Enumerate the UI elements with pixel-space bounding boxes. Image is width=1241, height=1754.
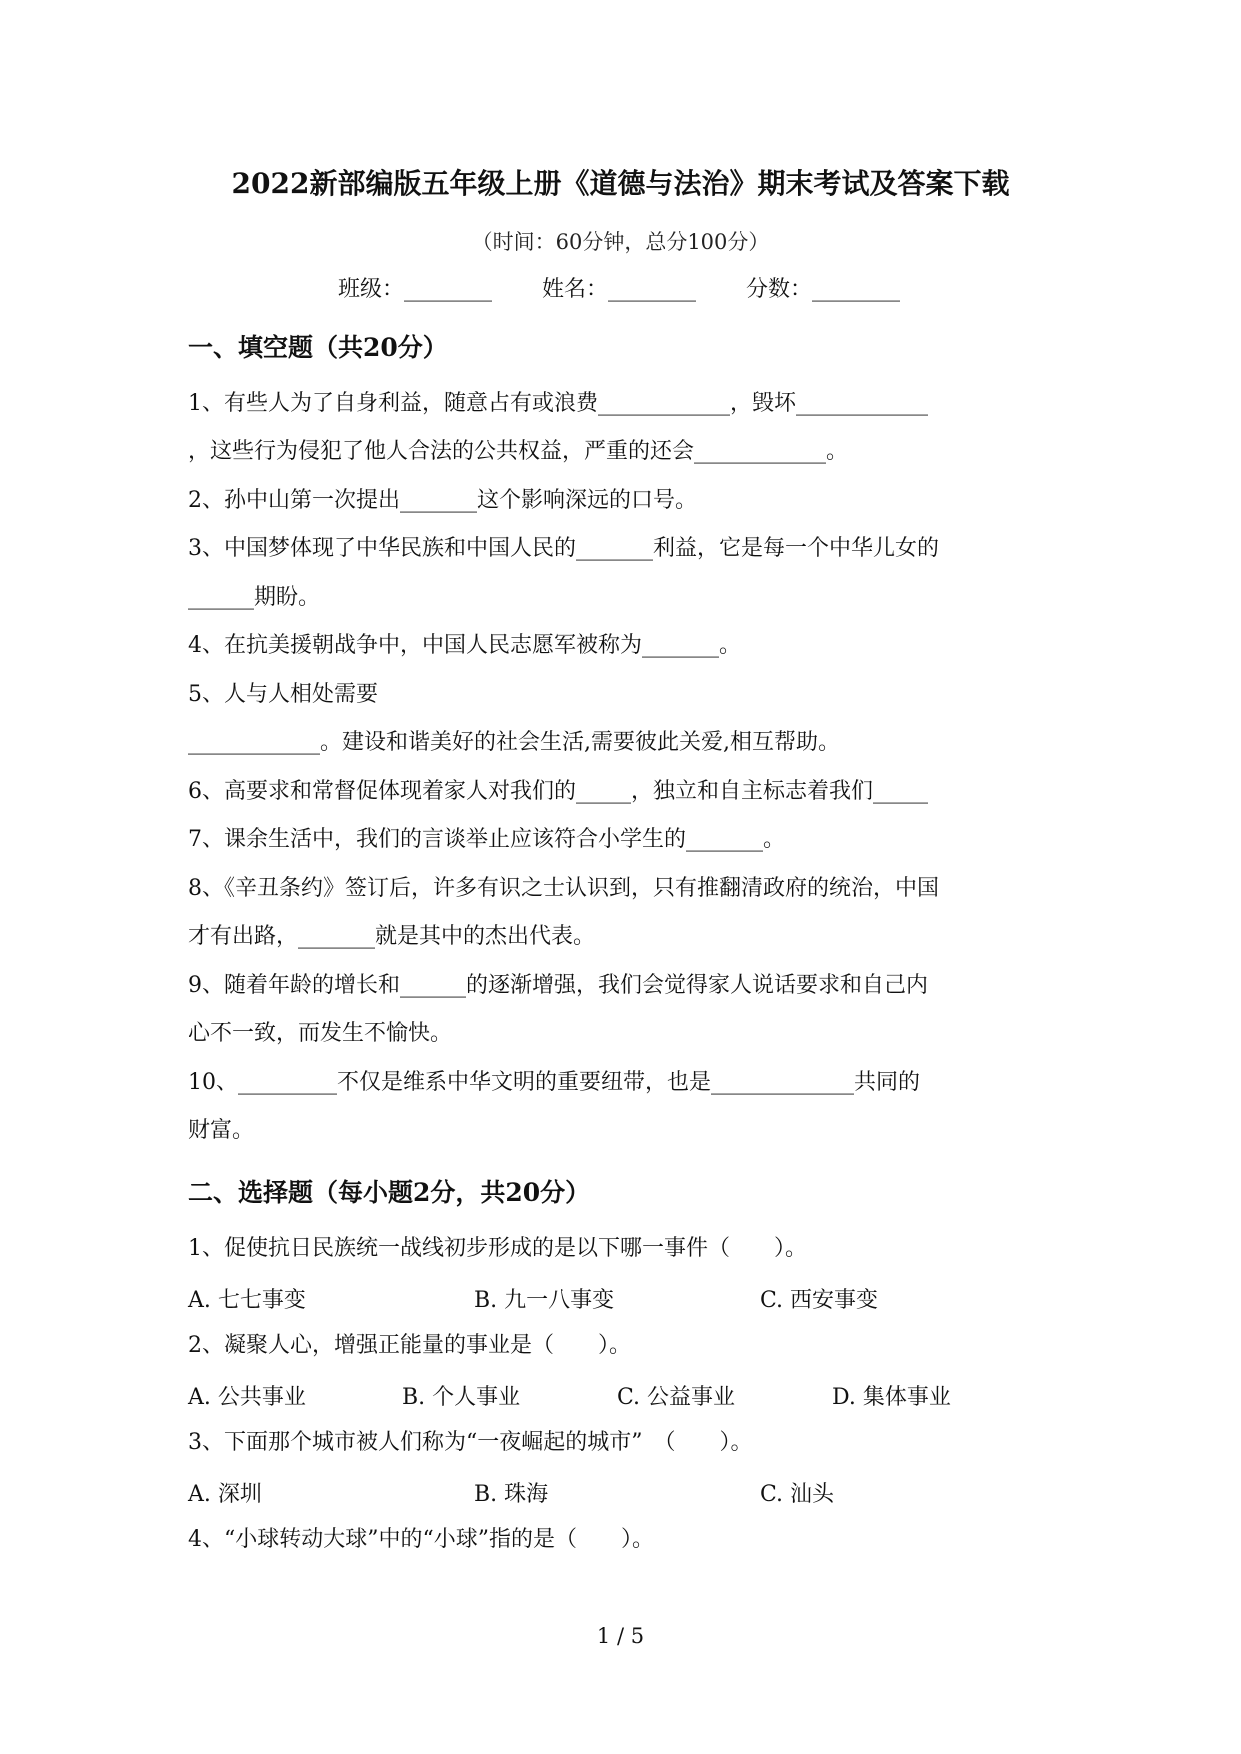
question-line: 2、凝聚人心，增强正能量的事业是（ ）。 bbox=[188, 1333, 631, 1358]
question-line: 4、“小球转动大球”中的“小球”指的是（ ）。 bbox=[188, 1527, 654, 1552]
question-line: 1、促使抗日民族统一战线初步形成的是以下哪一事件（ ）。 bbox=[188, 1236, 807, 1261]
option-a: A. 深圳 bbox=[188, 1482, 262, 1507]
question-line: 9、随着年龄的增长和______的逐渐增强，我们会觉得家人说话要求和自己内 bbox=[188, 973, 928, 998]
question-line: 1、有些人为了自身利益，随意占有或浪费____________，毁坏____________ bbox=[188, 391, 928, 416]
question-line: 6、高要求和常督促体现着家人对我们的_____，独立和自主标志着我们_____ bbox=[188, 779, 928, 804]
question-line: 财富。 bbox=[188, 1118, 255, 1143]
question-line: 才有出路，_______就是其中的杰出代表。 bbox=[188, 924, 596, 949]
option-c: C. 公益事业 bbox=[617, 1385, 736, 1410]
option-d: D. 集体事业 bbox=[832, 1385, 951, 1410]
question-line: 10、_________不仅是维系中华文明的重要纽带，也是_____________共同的 bbox=[188, 1070, 920, 1095]
question-line: 7、课余生活中，我们的言谈举止应该符合小学生的_______。 bbox=[188, 827, 785, 852]
option-c: C. 西安事变 bbox=[760, 1288, 879, 1313]
question-line: 8、《辛丑条约》签订后，许多有识之士认识到，只有推翻清政府的统治，中国 bbox=[188, 876, 939, 901]
question-line: 3、下面那个城市被人们称为“一夜崛起的城市” （ ）。 bbox=[188, 1430, 753, 1455]
name-field: 姓名：________ bbox=[542, 277, 697, 302]
question-line: ____________。建设和谐美好的社会生活,需要彼此关爱,相互帮助。 bbox=[188, 730, 840, 755]
page-title: 2022新部编版五年级上册《道德与法治》期末考试及答案下载 bbox=[231, 167, 1010, 200]
option-b: B. 珠海 bbox=[474, 1482, 549, 1507]
exam-time-info: （时间：60分钟，总分100分） bbox=[471, 230, 770, 254]
question-line: ，这些行为侵犯了他人合法的公共权益，严重的还会____________。 bbox=[188, 439, 849, 464]
page-number: 1 / 5 bbox=[596, 1624, 645, 1648]
student-info-row bbox=[338, 272, 900, 303]
question-line: 5、人与人相处需要 bbox=[188, 682, 378, 707]
section-heading-choice: 二、选择题（每小题2分，共20分） bbox=[188, 1178, 591, 1207]
question-line: 心不一致，而发生不愉快。 bbox=[188, 1021, 453, 1046]
question-line: ______期盼。 bbox=[188, 585, 321, 610]
section-heading-fill-blank: 一、填空题（共20分） bbox=[188, 333, 448, 362]
option-b: B. 九一八事变 bbox=[474, 1288, 615, 1313]
class-field: 班级：________ bbox=[338, 277, 493, 302]
option-b: B. 个人事业 bbox=[402, 1385, 521, 1410]
option-a: A. 公共事业 bbox=[188, 1385, 306, 1410]
option-a: A. 七七事变 bbox=[188, 1288, 306, 1313]
score-field: 分数：________ bbox=[746, 277, 901, 302]
question-line: 2、孙中山第一次提出_______这个影响深远的口号。 bbox=[188, 488, 697, 513]
option-c: C. 汕头 bbox=[760, 1482, 835, 1507]
question-line: 4、在抗美援朝战争中，中国人民志愿军被称为_______。 bbox=[188, 633, 741, 658]
question-line: 3、中国梦体现了中华民族和中国人民的_______利益，它是每一个中华儿女的 bbox=[188, 536, 939, 561]
